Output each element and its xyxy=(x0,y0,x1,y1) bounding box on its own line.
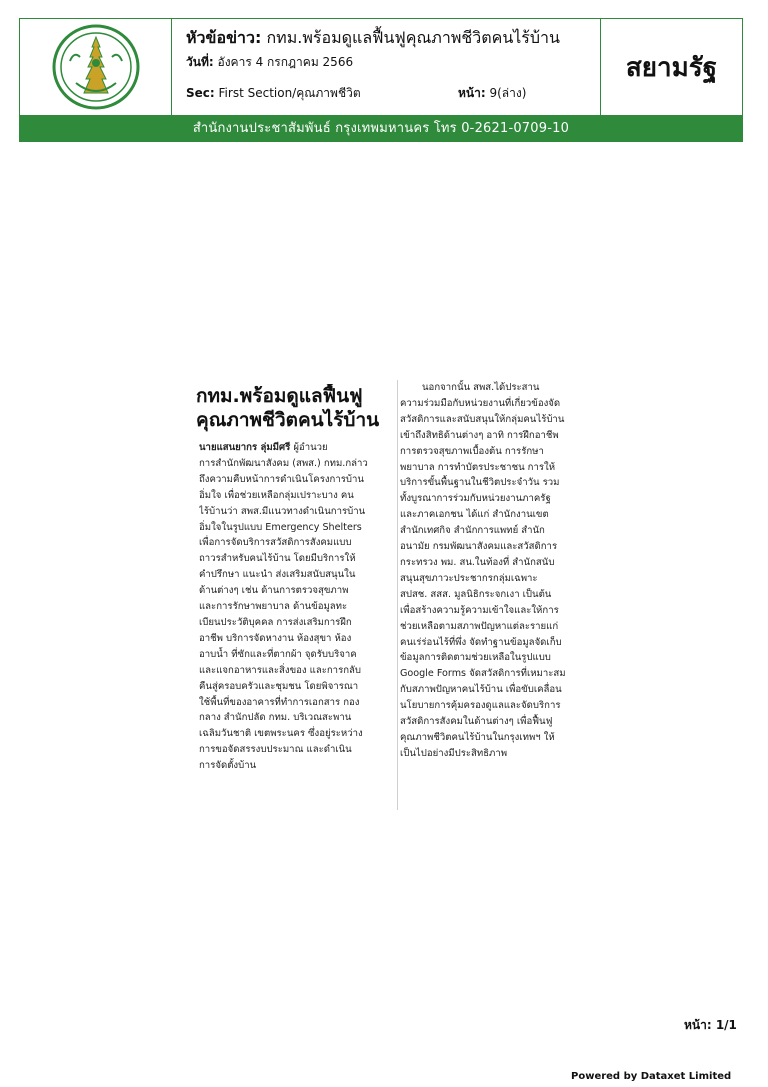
section-row xyxy=(186,84,588,102)
article-line: คืนสู่ครอบครัวและชุมชน โดยพิจารณา xyxy=(199,680,359,692)
column-divider xyxy=(397,380,398,810)
article-line: เป็นไปอย่างมีประสิทธิภาพ xyxy=(400,747,508,759)
article-line: กลาง สำนักปลัด กทม. บริเวณสะพาน xyxy=(199,712,352,724)
article-line: สปสช. สสส. มูลนิธิกระจกเงา เป็นต้น xyxy=(400,588,552,600)
article-line-text: ผู้อำนวย xyxy=(293,442,328,453)
article-line: พยาบาล การทำบัตรประชาชน การให้ xyxy=(400,461,556,473)
article-line: สวัสดิการสังคมในด้านต่างๆ เพื่อฟื้นฟู xyxy=(400,716,553,728)
article-line: คนเร่ร่อนไร้ที่พึ่ง จัดทำฐานข้อมูลจัดเก็บ xyxy=(400,636,562,648)
article-line: และภาคเอกชน ได้แก่ สำนักงานเขต xyxy=(400,509,549,521)
powered-by: Powered by Dataxet Limited xyxy=(571,1071,732,1082)
article-title xyxy=(196,384,396,432)
byline: นายแสนยากร ลุ่มมีศรี xyxy=(199,442,291,453)
article-line: กระทรวง พม. สน.ในท้องที่ สำนักสนับ xyxy=(400,556,555,568)
section-value: First Section/คุณภาพชีวิต xyxy=(218,86,361,100)
article-line: และการรักษาพยาบาล ด้านข้อมูลทะ xyxy=(199,601,348,613)
article-line: สำนักเทศกิจ สำนักการแพทย์ สำนัก xyxy=(400,525,545,537)
article-line: นโยบายการคุ้มครองดูแลและจัดบริการ xyxy=(400,700,561,712)
article-line: เพื่อการจัดบริการสวัสดิการสังคมแบบ xyxy=(199,537,352,549)
article-line: เบียนประวัติบุคคล การส่งเสริมการฝึก xyxy=(199,616,352,628)
clipping-header xyxy=(19,18,743,116)
article-line: ความร่วมมือกับหน่วยงานที่เกี่ยวข้องจัด xyxy=(400,397,561,409)
date-label: วันที่: xyxy=(186,55,214,69)
article-line: กับสภาพปัญหาคนไร้บ้าน เพื่อขับเคลื่อน xyxy=(400,684,562,696)
page-number: หน้า: 1/1 xyxy=(684,1018,737,1032)
bangkok-emblem-icon xyxy=(50,23,142,111)
date-row xyxy=(186,53,588,71)
newspaper-cell xyxy=(601,19,742,115)
newspaper-name: สยามรัฐ xyxy=(625,52,718,83)
article-line: การจัดตั้งบ้าน xyxy=(199,760,257,772)
article-title-line: กทม.พร้อมดูแลฟื้นฟู xyxy=(196,385,363,407)
article-line: ทั้งบูรณาการร่วมกับหน่วยงานภาครัฐ xyxy=(400,493,551,505)
page-label: หน้า: xyxy=(458,86,486,100)
pr-office-bar: สำนักงานประชาสัมพันธ์ กรุงเทพมหานคร โทร 0-2621-0709-10 xyxy=(19,116,743,142)
article-line: สวัสดิการและสนับสนุนให้กลุ่มคนไร้บ้าน xyxy=(400,413,565,425)
article-line xyxy=(199,440,395,456)
headline-value: กทม.พร้อมดูแลฟื้นฟูคุณภาพชีวิตคนไร้บ้าน xyxy=(266,28,560,47)
article-line: ใช้พื้นที่ของอาคารที่ทำการเอกสาร กอง xyxy=(199,696,360,708)
article-line: อิ่มใจ เพื่อช่วยเหลือกลุ่มเปราะบาง คน xyxy=(199,489,354,501)
article-line: เฉลิมวันชาติ เขตพระนคร ซึ่งอยู่ระหว่าง xyxy=(199,728,363,740)
article-line: ไร้บ้านว่า สพส.มีแนวทางดำเนินการบ้าน xyxy=(199,505,366,517)
article-line: อาชีพ บริการจัดหางาน ห้องสุขา ห้อง xyxy=(199,632,352,644)
article-line: การตรวจสุขภาพเบื้องต้น การรักษา xyxy=(400,445,544,457)
article-line: การสำนักพัฒนาสังคม (สพส.) กทม.กล่าว xyxy=(199,457,368,469)
headline-label: หัวข้อข่าว: xyxy=(186,28,262,47)
article-line: ข้อมูลการติดตามช่วยเหลือในรูปแบบ xyxy=(400,652,551,664)
article-line: ช่วยเหลือตามสภาพปัญหาแต่ละรายแก่ xyxy=(400,620,559,632)
date-value: อังคาร 4 กรกฎาคม 2566 xyxy=(217,55,354,69)
headline-row xyxy=(186,27,588,49)
article-line: และแจกอาหารและสิ่งของ และการกลับ xyxy=(199,664,361,676)
article-line: ด้านต่างๆ เช่น ด้านการตรวจสุขภาพ xyxy=(199,585,349,597)
article-line: ถึงความคืบหน้าการดำเนินโครงการบ้าน xyxy=(199,473,364,485)
section-label: Sec: xyxy=(186,86,215,100)
page-value: 9(ล่าง) xyxy=(489,86,527,100)
article-line: คำปรึกษา แนะนำ ส่งเสริมสนับสนุนใน xyxy=(199,569,356,581)
article-line: นอกจากนั้น สพส.ได้ประสาน xyxy=(422,382,540,393)
article-title-line: คุณภาพชีวิตคนไร้บ้าน xyxy=(196,409,380,431)
article-line: การขอจัดสรรงบประมาณ และดำเนิน xyxy=(199,744,352,756)
article-column-1 xyxy=(199,440,395,774)
article-line: ถาวรสำหรับคนไร้บ้าน โดยมีบริการให้ xyxy=(199,553,356,565)
logo-cell xyxy=(20,19,172,115)
article-column-2 xyxy=(400,380,598,762)
article-line: คุณภาพชีวิตคนไร้บ้านในกรุงเทพฯ ให้ xyxy=(400,731,555,743)
article-line: สนุนสุขภาวะประชากรกลุ่มเฉพาะ xyxy=(400,572,538,584)
article-line: อิ่มใจในรูปแบบ Emergency Shelters xyxy=(199,521,362,533)
page-info xyxy=(458,84,526,102)
article-line: อาบน้ำ ที่ซักและที่ตากผ้า จุดรับบริจาค xyxy=(199,648,357,660)
article-line: เข้าถึงสิทธิด้านต่างๆ อาทิ การฝึกอาชีพ xyxy=(400,429,559,441)
article-line: อนามัย กรมพัฒนาสังคมและสวัสดิการ xyxy=(400,541,558,553)
clipping-info xyxy=(172,19,601,115)
article-line: เพื่อสร้างความรู้ความเข้าใจและให้การ xyxy=(400,604,559,616)
article-line: บริการขั้นพื้นฐานในชีวิตประจำวัน รวม xyxy=(400,477,560,489)
article-line: Google Forms จัดสวัสดิการที่เหมาะสม xyxy=(400,668,566,680)
